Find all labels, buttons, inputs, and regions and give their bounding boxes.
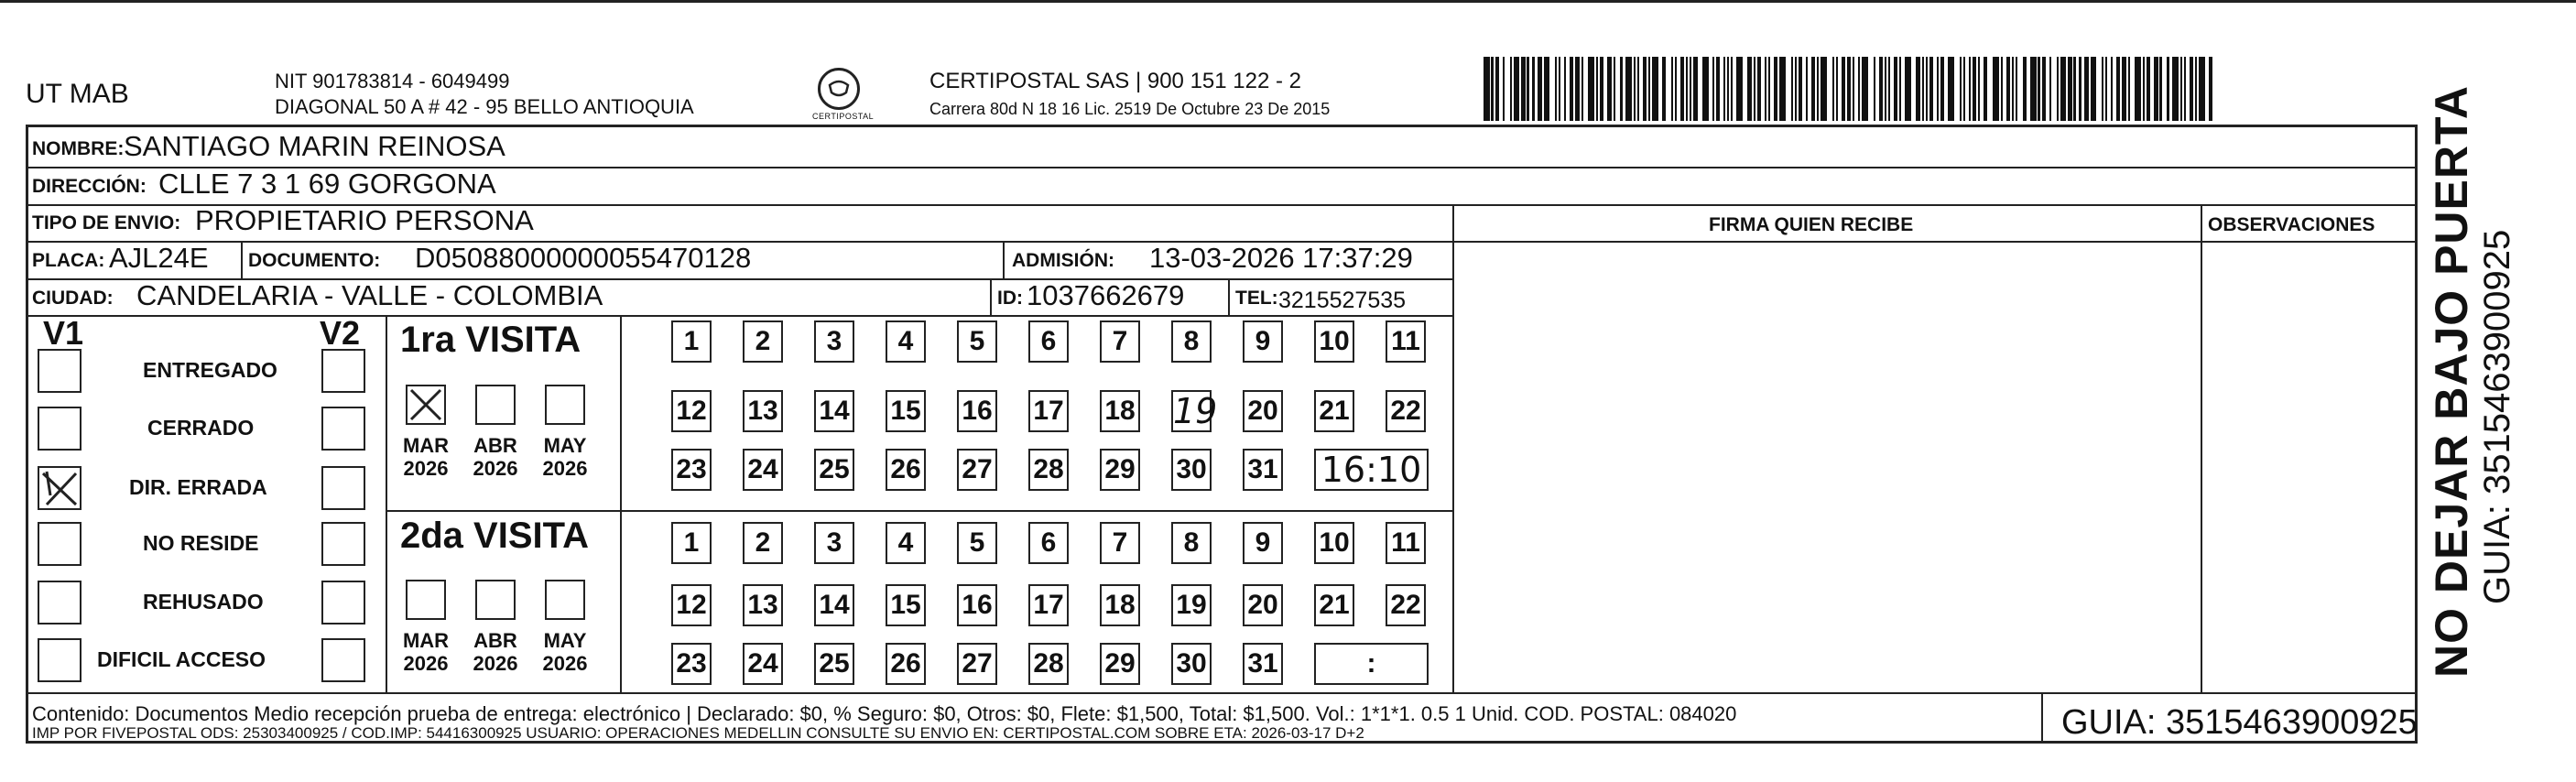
check-mark-icon <box>39 468 80 508</box>
visit2-day-box[interactable]: 1 <box>671 522 712 564</box>
placa-value: AJL24E <box>109 242 209 274</box>
status-option-label: REHUSADO <box>143 590 264 614</box>
visit1-day-box[interactable]: 31 <box>1243 449 1283 491</box>
visit2-day-box[interactable]: 13 <box>743 584 783 626</box>
visit1-month-label: MAY 2026 <box>542 434 588 480</box>
visit2-month-checkbox[interactable] <box>475 580 516 620</box>
visit2-day-box[interactable]: 27 <box>957 643 997 685</box>
v2-checkbox[interactable] <box>321 638 365 682</box>
ciudad-value: CANDELARIA - VALLE - COLOMBIA <box>136 279 603 311</box>
visit2-time-box[interactable]: : <box>1314 643 1429 685</box>
visit2-day-box[interactable]: 19 <box>1171 584 1212 626</box>
visit2-day-box[interactable]: 3 <box>814 522 854 564</box>
visit1-day-box[interactable]: 14 <box>814 390 854 432</box>
visit2-day-box[interactable]: 30 <box>1171 643 1212 685</box>
visit2-month-checkbox[interactable] <box>406 580 446 620</box>
visit1-day-box[interactable]: 24 <box>743 449 783 491</box>
nombre-label: NOMBRE: <box>32 138 125 159</box>
certipostal-logo-icon <box>818 68 860 110</box>
observaciones-label: OBSERVACIONES <box>2208 214 2375 235</box>
visit1-month-checkbox[interactable] <box>406 385 446 425</box>
visit2-day-box[interactable]: 21 <box>1314 584 1354 626</box>
company-name: UT MAB <box>26 79 129 109</box>
v2-label: V2 <box>320 314 361 352</box>
ciudad-label: CIUDAD: <box>32 288 114 309</box>
v1-label: V1 <box>43 314 84 352</box>
visit1-day-box[interactable]: 9 <box>1243 320 1283 363</box>
visit1-day-box[interactable]: 18 <box>1100 390 1140 432</box>
visit2-day-box[interactable]: 9 <box>1243 522 1283 564</box>
visit1-day-box[interactable]: 23 <box>671 449 712 491</box>
status-option-label: DIFICIL ACCESO <box>97 647 266 671</box>
visit1-day-box[interactable]: 20 <box>1243 390 1283 432</box>
tipo-envio-value: PROPIETARIO PERSONA <box>195 204 534 236</box>
visit1-month-checkbox[interactable] <box>475 385 516 425</box>
visit2-day-box[interactable]: 5 <box>957 522 997 564</box>
visit2-day-box[interactable]: 20 <box>1243 584 1283 626</box>
visit1-day-box[interactable]: 11 <box>1386 320 1426 363</box>
v1-checkbox[interactable] <box>38 407 82 451</box>
visit2-month-label: MAR 2026 <box>402 629 450 675</box>
visit1-day-box[interactable]: 7 <box>1100 320 1140 363</box>
visit1-day-box[interactable]: 21 <box>1314 390 1354 432</box>
visit2-month-label: ABR 2026 <box>473 629 518 675</box>
logo-caption: CERTIPOSTAL <box>812 112 875 121</box>
visit1-day-box[interactable]: 25 <box>814 449 854 491</box>
visit2-day-box[interactable]: 4 <box>886 522 926 564</box>
nombre-value: SANTIAGO MARIN REINOSA <box>124 130 505 162</box>
visit1-day-box[interactable]: 22 <box>1386 390 1426 432</box>
visit2-month-label: MAY 2026 <box>542 629 588 675</box>
tipo-envio-label: TIPO DE ENVIO: <box>32 212 181 234</box>
visit2-day-box[interactable]: 6 <box>1028 522 1069 564</box>
visit2-day-box[interactable]: 24 <box>743 643 783 685</box>
visit1-day-box[interactable]: 29 <box>1100 449 1140 491</box>
visit2-day-box[interactable]: 25 <box>814 643 854 685</box>
visit2-day-box[interactable]: 12 <box>671 584 712 626</box>
id-label: ID: <box>997 288 1023 309</box>
visit2-day-box[interactable]: 18 <box>1100 584 1140 626</box>
admision-value: 13-03-2026 17:37:29 <box>1149 242 1413 274</box>
side-warning: NO DEJAR BAJO PUERTA <box>2426 85 2477 678</box>
direccion-value: CLLE 7 3 1 69 GORGONA <box>158 168 496 200</box>
visit1-day-box[interactable]: 30 <box>1171 449 1212 491</box>
barcode <box>1484 57 2221 121</box>
status-option-label: ENTREGADO <box>143 358 277 382</box>
company-address: DIAGONAL 50 A # 42 - 95 BELLO ANTIOQUIA <box>275 95 694 118</box>
check-mark-icon <box>408 386 444 423</box>
visit2-day-box[interactable]: 17 <box>1028 584 1069 626</box>
footer-content-line: Contenido: Documentos Medio recepción prueba de entrega: electrónico | Declarado: $0, % Seguro: $0, Otros: $0, Flete: $1,500, Total: $1,500. Vol.: 1*1*1. 0.5 1 Unid. COD. POSTAL: 084020 <box>32 702 1737 725</box>
visit2-month-checkbox[interactable] <box>545 580 585 620</box>
status-option-label: CERRADO <box>147 416 255 440</box>
carrier-name: CERTIPOSTAL SAS | 900 151 122 - 2 <box>929 69 1301 93</box>
admision-label: ADMISIÓN: <box>1012 250 1114 271</box>
v2-checkbox[interactable] <box>321 407 365 451</box>
visit2-day-box[interactable]: 15 <box>886 584 926 626</box>
visit2-day-box[interactable]: 29 <box>1100 643 1140 685</box>
v1-checkbox[interactable] <box>38 522 82 566</box>
visit1-title: 1ra VISITA <box>400 320 582 360</box>
visit1-day-box[interactable]: 17 <box>1028 390 1069 432</box>
visit1-month-label: MAR 2026 <box>402 434 450 480</box>
visit1-day-box[interactable]: 3 <box>814 320 854 363</box>
v1-checkbox[interactable] <box>38 466 82 510</box>
footer-guia: GUIA: 3515463900925 <box>2061 703 2418 742</box>
v1-checkbox[interactable] <box>38 581 82 625</box>
visit1-day-box[interactable]: 10 <box>1314 320 1354 363</box>
visit2-day-box[interactable]: 10 <box>1314 522 1354 564</box>
v2-checkbox[interactable] <box>321 581 365 625</box>
visit1-month-label: ABR 2026 <box>473 434 518 480</box>
footer-usuario-line: IMP POR FIVEPOSTAL ODS: 25303400925 / COD.IMP: 54416300925 USUARIO: OPERACIONES MEDELLIN CONSULTE SU ENVIO EN: CERTIPOSTAL.COM SOBRE ETA: 2026-03-17 D+2 <box>32 724 1364 742</box>
visit1-day-box[interactable]: 5 <box>957 320 997 363</box>
carrier-license: Carrera 80d N 18 16 Lic. 2519 De Octubre 23 De 2015 <box>929 100 1331 118</box>
visit2-day-box[interactable]: 14 <box>814 584 854 626</box>
visit1-day-box[interactable]: 1 <box>671 320 712 363</box>
v1-checkbox[interactable] <box>38 349 82 393</box>
v2-checkbox[interactable] <box>321 466 365 510</box>
status-option-label: NO RESIDE <box>143 531 259 555</box>
visit1-day-box[interactable]: 26 <box>886 449 926 491</box>
visit2-day-box[interactable]: 7 <box>1100 522 1140 564</box>
visit1-day-box[interactable]: 16 <box>957 390 997 432</box>
visit2-day-box[interactable]: 28 <box>1028 643 1069 685</box>
tel-label: TEL: <box>1235 288 1278 309</box>
visit1-day-box[interactable]: 4 <box>886 320 926 363</box>
form-frame <box>26 125 2418 744</box>
direccion-label: DIRECCIÓN: <box>32 176 147 197</box>
documento-value: D05088000000055470128 <box>415 242 752 274</box>
status-option-label: DIR. ERRADA <box>129 475 267 499</box>
v2-checkbox[interactable] <box>321 522 365 566</box>
visit2-day-box[interactable]: 8 <box>1171 522 1212 564</box>
tel-value: 3215527535 <box>1278 288 1407 313</box>
id-value: 1037662679 <box>1027 279 1185 311</box>
visit1-day-box[interactable]: 13 <box>743 390 783 432</box>
visit1-day-box[interactable]: 2 <box>743 320 783 363</box>
firma-quien-recibe-label: FIRMA QUIEN RECIBE <box>1709 214 1914 235</box>
visit1-day-box[interactable]: 8 <box>1171 320 1212 363</box>
visit1-day-box[interactable]: 27 <box>957 449 997 491</box>
visit1-day-box[interactable]: 6 <box>1028 320 1069 363</box>
visit1-time-box[interactable]: 16:10 <box>1314 449 1429 491</box>
v1-checkbox[interactable] <box>38 638 82 682</box>
visit1-day-box[interactable]: 19 <box>1173 391 1218 431</box>
documento-label: DOCUMENTO: <box>248 250 381 271</box>
visit1-day-box[interactable]: 28 <box>1028 449 1069 491</box>
visit2-day-box[interactable]: 16 <box>957 584 997 626</box>
visit2-title: 2da VISITA <box>400 516 589 556</box>
visit2-day-box[interactable]: 22 <box>1386 584 1426 626</box>
visit1-day-box[interactable]: 12 <box>671 390 712 432</box>
visit1-day-box[interactable]: 15 <box>886 390 926 432</box>
visit2-day-box[interactable]: 11 <box>1386 522 1426 564</box>
v2-checkbox[interactable] <box>321 349 365 393</box>
visit2-day-box[interactable]: 2 <box>743 522 783 564</box>
visit1-month-checkbox[interactable] <box>545 385 585 425</box>
visit2-day-box[interactable]: 23 <box>671 643 712 685</box>
company-nit: NIT 901783814 - 6049499 <box>275 70 510 92</box>
placa-label: PLACA: <box>32 250 105 271</box>
side-guia: GUIA: 3515463900925 <box>2477 229 2517 604</box>
visit2-day-box[interactable]: 26 <box>886 643 926 685</box>
visit2-day-box[interactable]: 31 <box>1243 643 1283 685</box>
top-border <box>0 0 2576 3</box>
